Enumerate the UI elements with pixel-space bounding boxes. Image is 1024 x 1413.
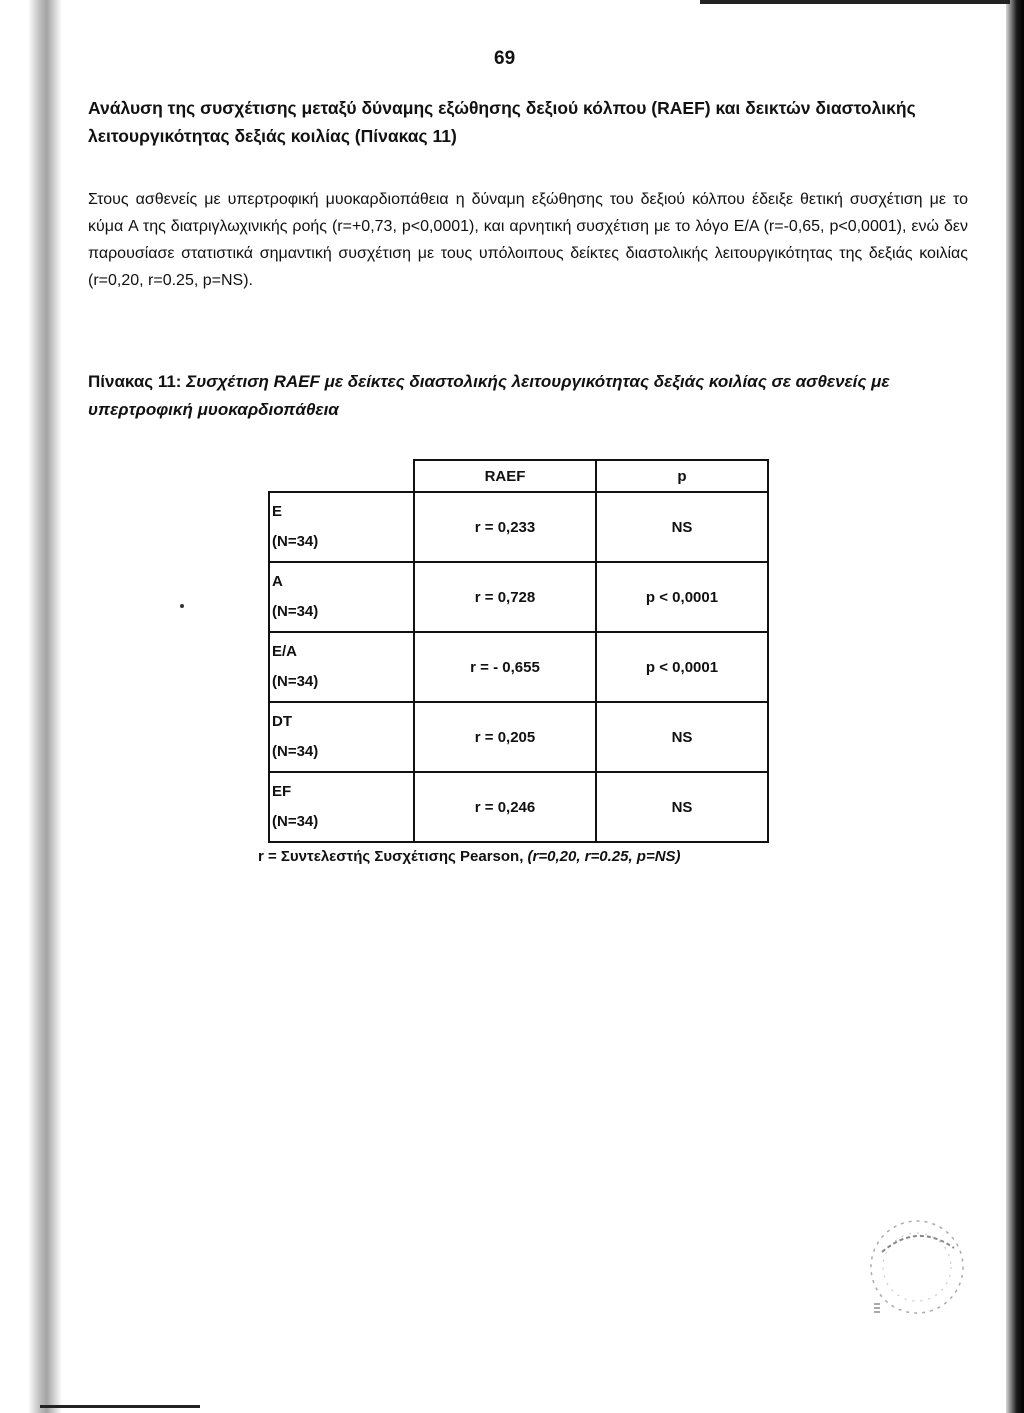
row-label-cell (269, 632, 414, 702)
footnote-text: r = Συντελεστής Συσχέτισης Pearson, (258, 848, 528, 865)
table-corner-cell (269, 460, 414, 492)
table-header-p: p (596, 460, 768, 492)
row-index-name: DT (272, 713, 292, 730)
row-r-value: r = - 0,655 (414, 632, 596, 702)
row-sample-size: (N=34) (272, 603, 319, 620)
table-row (269, 632, 768, 702)
row-label-cell (269, 702, 414, 772)
scan-left-edge-shadow (28, 0, 62, 1413)
row-r-value: r = 0,233 (414, 492, 596, 562)
table-row (269, 492, 768, 562)
row-label-cell (269, 492, 414, 562)
table-caption-label: Πίνακας 11: (88, 372, 182, 391)
row-sample-size: (N=34) (272, 673, 319, 690)
footnote-params: (r=0,20, r=0.25, p=NS) (527, 848, 681, 865)
table-footnote (258, 848, 818, 865)
row-index-name: A (272, 573, 283, 590)
row-sample-size: (N=34) (272, 533, 319, 550)
scan-right-edge-shadow (1006, 0, 1024, 1413)
page-number: 69 (494, 48, 516, 69)
row-index-name: E (272, 503, 283, 520)
row-p-value: p < 0,0001 (596, 562, 768, 632)
table-caption (88, 368, 968, 424)
row-r-value: r = 0,246 (414, 772, 596, 842)
row-p-value: NS (596, 492, 768, 562)
table-header-raef: RAEF (414, 460, 596, 492)
row-label-cell (269, 772, 414, 842)
table-header-row (269, 460, 768, 492)
body-paragraph: Στους ασθενείς με υπερτροφική μυοκαρδιοπάθεια η δύναμη εξώθησης του δεξιού κόλπου έδειξε θετική συσχέτιση με το κύμα A της διατριγλωχινικής ροής (r=+0,73, p<0,0001), και αρνητική συσχέτιση με το λόγο E/A (r=-0,65, p<0,0001), ενώ δεν παρουσίασε στατιστικά σημαντική συσχέτιση με τους υπόλοιπους δείκτες διαστολικής λειτουργικότητας της δεξιάς κοιλίας (r=0,20, r=0.25, p=NS). (88, 191, 968, 289)
table-caption-text: Συσχέτιση RAEF με δείκτες διαστολικής λειτουργικότητας δεξιάς κοιλίας σε ασθενείς με υπερτροφική μυοκαρδιοπάθεια (88, 372, 890, 419)
row-r-value: r = 0,205 (414, 702, 596, 772)
row-p-value: p < 0,0001 (596, 632, 768, 702)
row-label-cell (269, 562, 414, 632)
table-row (269, 702, 768, 772)
row-index-name: E/A (272, 643, 298, 660)
row-index-name: EF (272, 783, 292, 800)
library-stamp (862, 1212, 972, 1322)
section-title: Ανάλυση της συσχέτισης μεταξύ δύναμης εξώθησης δεξιού κόλπου (RAEF) και δεικτών διαστολικής λειτουργικότητας δεξιάς κοιλίας (Πίνακας 11) (88, 98, 916, 146)
row-sample-size: (N=34) (272, 813, 319, 830)
table-row (269, 772, 768, 842)
scan-top-edge-line (700, 0, 1010, 4)
row-sample-size: (N=34) (272, 743, 319, 760)
row-p-value: NS (596, 772, 768, 842)
correlation-table (268, 459, 769, 843)
scan-bottom-edge-line (40, 1405, 200, 1408)
row-p-value: NS (596, 702, 768, 772)
scan-speck (180, 604, 184, 608)
row-r-value: r = 0,728 (414, 562, 596, 632)
table-row (269, 562, 768, 632)
